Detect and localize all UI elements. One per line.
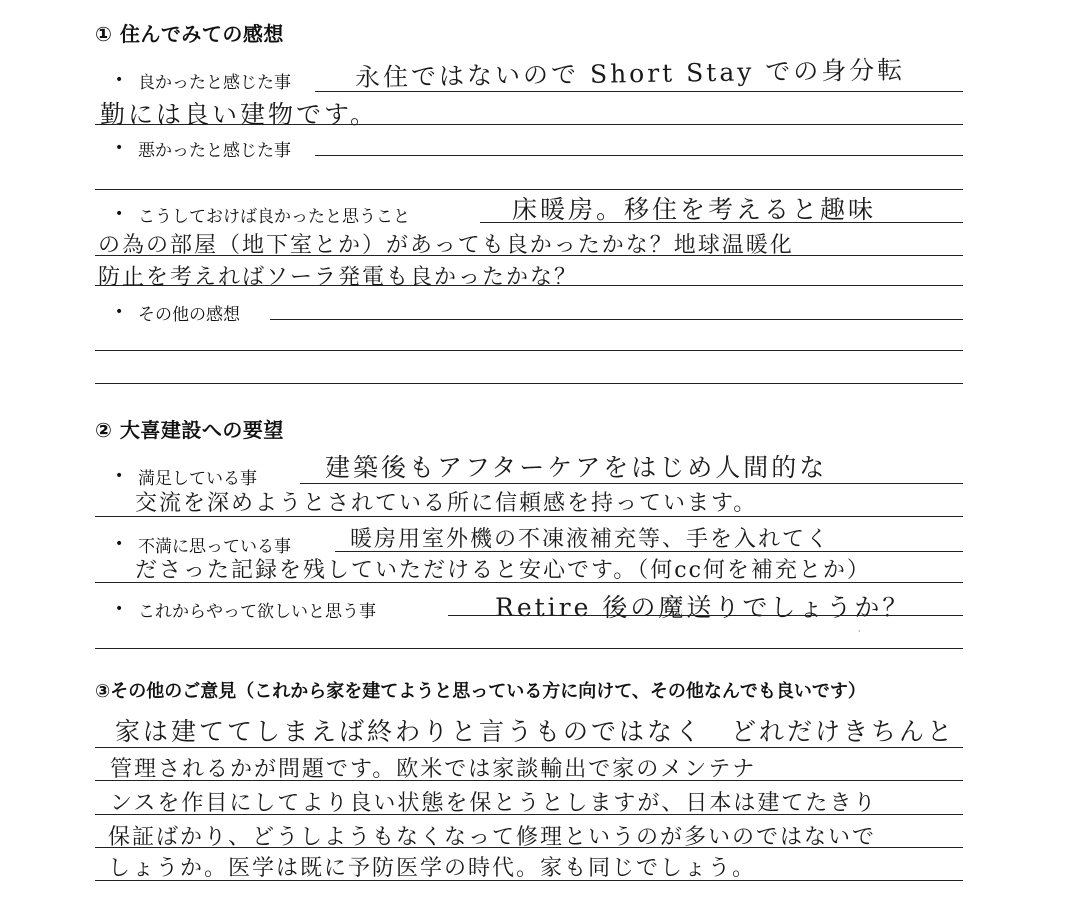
answer-rule bbox=[335, 551, 963, 552]
answer-rule bbox=[95, 582, 963, 583]
answer-rule bbox=[95, 516, 963, 517]
item-satisfied-label: 満足している事 bbox=[138, 469, 257, 489]
opinion-line1: 家は建ててしまえば終わりと言うものではなく どれだけきちんと bbox=[115, 717, 956, 746]
section3-title: ③その他のご意見（これから家を建てようと思っている方に向けて、その他なんでも良いです） bbox=[95, 681, 866, 702]
answer-rule bbox=[95, 383, 963, 384]
item-bad-label: 悪かったと感じた事 bbox=[138, 141, 291, 161]
answer-rule bbox=[95, 847, 963, 848]
bullet-dot: • bbox=[115, 536, 124, 552]
answer-rule bbox=[95, 350, 963, 351]
answer-rule bbox=[315, 155, 963, 156]
answer-rule bbox=[95, 255, 963, 256]
item-satisfied-answer-line1: 建築後もアフターケアをはじめ人間的な bbox=[325, 453, 828, 482]
item-wish-answer-line2: の為の部屋（地下室とか）があっても良かったかな？地球温暖化 bbox=[98, 233, 794, 258]
item-wish-answer-line3: 防止を考えればソーラ発電も良かったかな？ bbox=[98, 265, 579, 290]
answer-rule bbox=[315, 91, 963, 92]
bullet-dot: • bbox=[115, 140, 124, 156]
answer-rule bbox=[95, 780, 963, 781]
answer-rule bbox=[95, 880, 963, 881]
item-request-answer-line1: Retire 後の魔送りでしょうか？ bbox=[495, 593, 911, 622]
bullet-dot: • bbox=[115, 304, 124, 320]
item-satisfied-answer-line2: 交流を深めようとされている所に信頼感を持っています。 bbox=[135, 491, 758, 516]
opinion-line4: 保証ばかり、どうしようもなくなって修理というのが多いのではないで bbox=[108, 825, 877, 850]
item-good-answer-line2: 勤には良い建物です。 bbox=[100, 100, 379, 129]
section2-title: ② 大喜建設への要望 bbox=[95, 418, 284, 442]
opinion-line2: 管理されるかが問題です。欧米では家談輸出で家のメンテナ bbox=[110, 757, 757, 782]
opinion-line3: ンスを作目にしてより良い状態を保とうとしますが、日本は建てたきり bbox=[110, 791, 878, 816]
stray-mark: · bbox=[858, 627, 861, 636]
item-request-label: これからやって欲しいと思う事 bbox=[138, 602, 376, 622]
bullet-dot: • bbox=[115, 468, 124, 484]
item-dissatisfied-answer-line2: ださった記録を残していただけると安心です。（何cc何を補充とか） bbox=[135, 558, 871, 583]
item-good-answer-line1: 永住ではないので Short Stay での身分転 bbox=[354, 55, 906, 92]
answer-rule bbox=[300, 483, 963, 484]
item-wish-answer-line1: 床暖房。移住を考えると趣味 bbox=[512, 195, 877, 224]
answer-rule bbox=[95, 747, 963, 748]
answer-rule bbox=[480, 222, 963, 223]
bullet-dot: • bbox=[115, 72, 124, 88]
item-dissatisfied-label: 不満に思っている事 bbox=[138, 537, 291, 557]
opinion-line5: しょうか。医学は既に予防医学の時代。家も同じでしょう。 bbox=[108, 856, 757, 881]
bullet-dot: • bbox=[115, 601, 124, 617]
item-good-label: 良かったと感じた事 bbox=[138, 73, 291, 93]
answer-rule bbox=[95, 814, 963, 815]
answer-rule bbox=[95, 124, 963, 125]
bullet-dot: • bbox=[115, 206, 124, 222]
answer-rule bbox=[270, 319, 963, 320]
item-other-label: その他の感想 bbox=[138, 305, 240, 325]
answer-rule bbox=[95, 648, 963, 649]
item-dissatisfied-answer-line1: 暖房用室外機の不凍液補充等、手を入れてく bbox=[350, 527, 831, 552]
answer-rule bbox=[95, 285, 963, 286]
item-wish-label: こうしておけば良かったと思うこと bbox=[138, 207, 410, 227]
section1-title: ① 住んでみての感想 bbox=[95, 22, 284, 46]
answer-rule bbox=[448, 615, 963, 616]
